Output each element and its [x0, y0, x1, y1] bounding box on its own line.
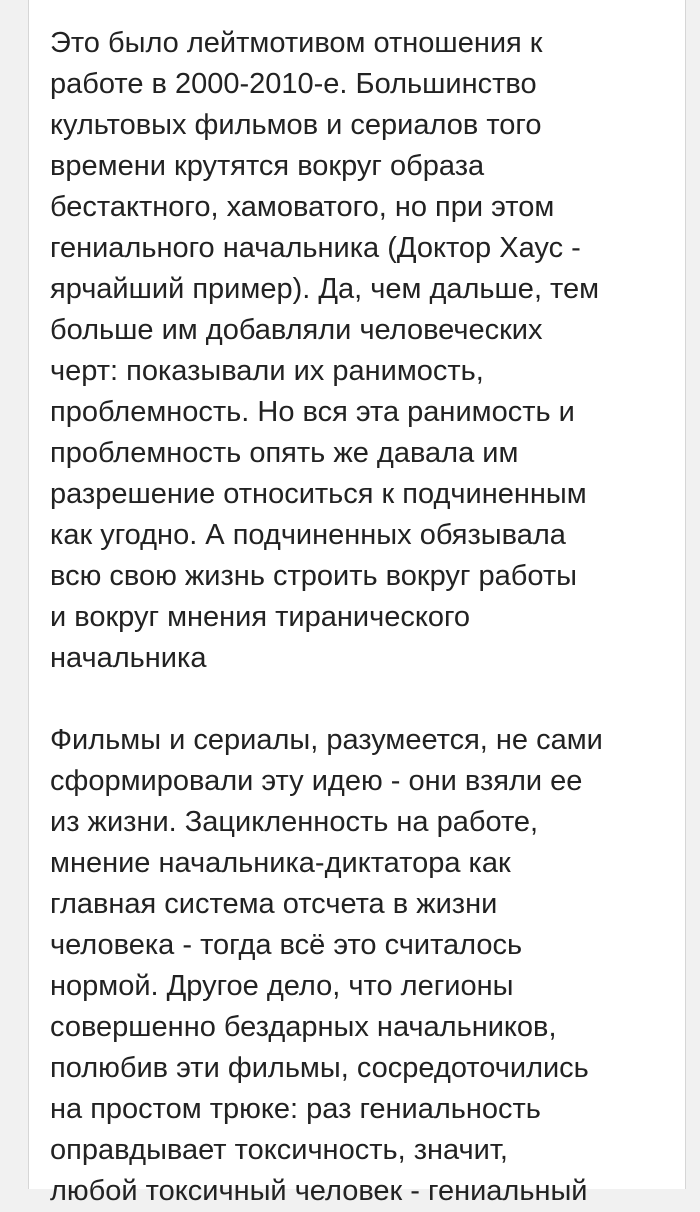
text-line: проблемность. Но вся эта ранимость и	[50, 396, 575, 428]
text-line: Фильмы и сериалы, разумеется, не сами	[50, 724, 603, 756]
text-line: работе в 2000-2010-е. Большинство	[50, 68, 537, 100]
text-line: гениального начальника (Доктор Хаус -	[50, 232, 581, 264]
text-line: главная система отсчета в жизни	[50, 888, 498, 920]
post-body	[50, 23, 680, 1212]
text-line: бестактного, хамоватого, но при этом	[50, 191, 555, 223]
text-line: мнение начальника-диктатора как	[50, 847, 511, 879]
text-line: человека - тогда всё это считалось	[50, 929, 523, 961]
text-line: как угодно. А подчиненных обязывала	[50, 519, 566, 551]
text-line: нормой. Другое дело, что легионы	[50, 970, 514, 1002]
text-line: сформировали эту идею - они взяли ее	[50, 765, 583, 797]
text-line: ярчайший пример). Да, чем дальше, тем	[50, 273, 600, 305]
paragraph-spacer	[50, 679, 680, 720]
text-line: и вокруг мнения тиранического	[50, 601, 471, 633]
post-card	[28, 0, 686, 1207]
post-paragraph	[50, 720, 680, 1212]
post-paragraph	[50, 23, 680, 679]
text-line: из жизни. Зацикленность на работе,	[50, 806, 539, 838]
text-line: оправдывает токсичность, значит,	[50, 1134, 508, 1166]
text-line: времени крутятся вокруг образа	[50, 150, 485, 182]
text-line: любой токсичный человек - гениальный	[50, 1175, 588, 1207]
text-line: всю свою жизнь строить вокруг работы	[50, 560, 577, 592]
text-line: больше им добавляли человеческих	[50, 314, 543, 346]
text-line: совершенно бездарных начальников,	[50, 1011, 557, 1043]
text-line: культовых фильмов и сериалов того	[50, 109, 542, 141]
text-line: начальника	[50, 642, 207, 674]
text-line: на простом трюке: раз гениальность	[50, 1093, 541, 1125]
text-line: проблемность опять же давала им	[50, 437, 519, 469]
text-line: Это было лейтмотивом отношения к	[50, 27, 543, 59]
text-line: разрешение относиться к подчиненным	[50, 478, 587, 510]
text-line: полюбив эти фильмы, сосредоточились	[50, 1052, 589, 1084]
text-line: черт: показывали их ранимость,	[50, 355, 484, 387]
